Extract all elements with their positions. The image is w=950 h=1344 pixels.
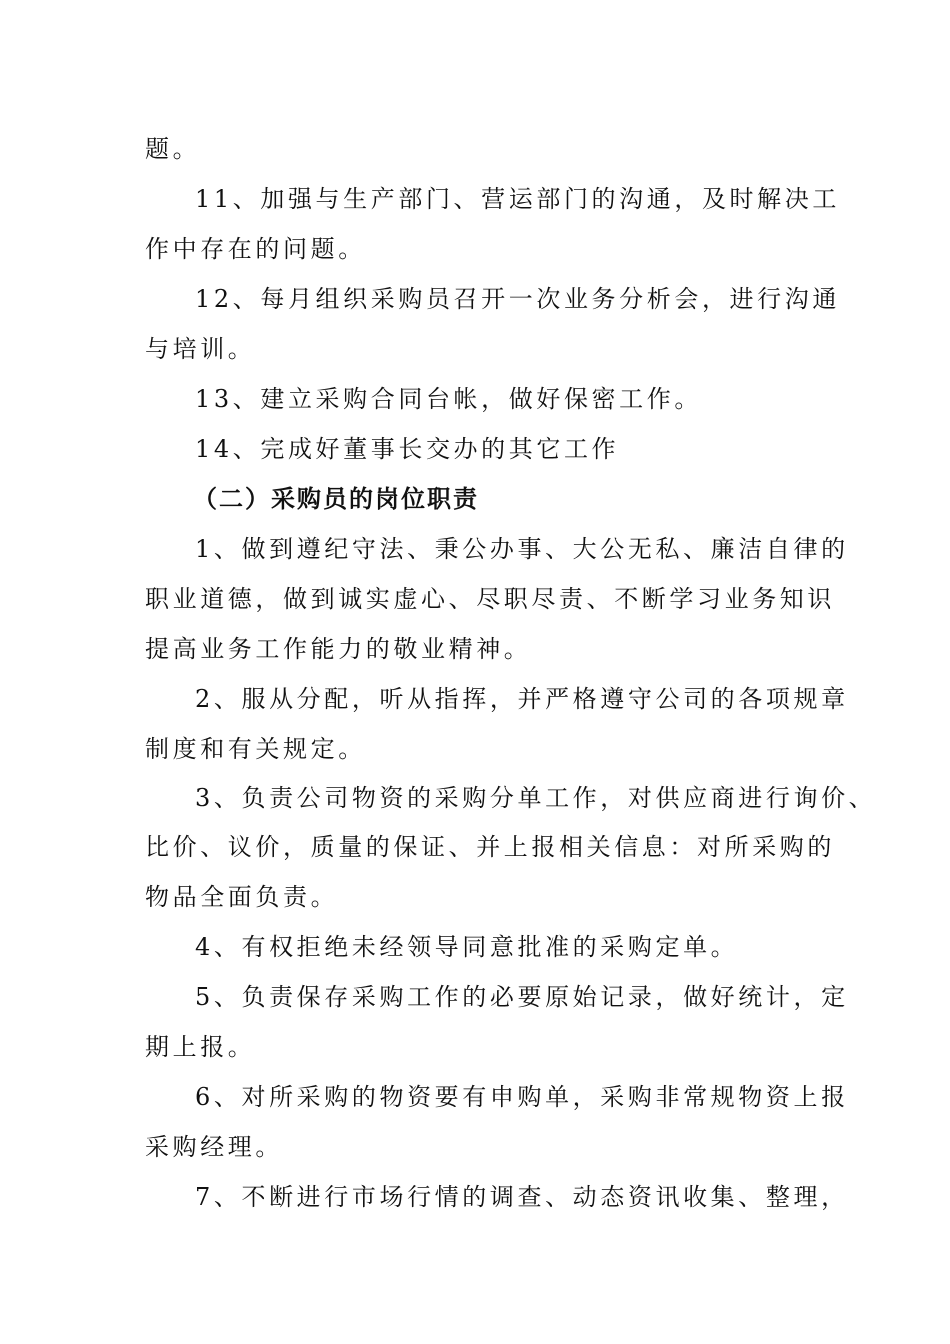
text-line: 6、对所采购的物资要有申购单，采购非常规物资上报 [195,1083,849,1111]
text-line: 2、服从分配，听从指挥，并严格遵守公司的各项规章 [195,685,849,713]
text-line: 1、做到遵纪守法、秉公办事、大公无私、廉洁自律的 [195,535,849,563]
text-line: 职业道德，做到诚实虚心、尽职尽责、不断学习业务知识 [145,585,835,613]
text-line: 提高业务工作能力的敬业精神。 [145,635,532,663]
text-line: 采购经理。 [145,1133,283,1161]
text-line: 作中存在的问题。 [145,235,366,263]
text-line: 制度和有关规定。 [145,735,366,763]
text-line: 7、不断进行市场行情的调查、动态资讯收集、整理， [195,1183,849,1211]
text-line: 题。 [145,135,201,163]
section-heading: （二）采购员的岗位职责 [193,485,479,513]
text-line: 物品全面负责。 [145,883,339,911]
text-line: 11、加强与生产部门、营运部门的沟通，及时解决工 [195,185,840,213]
text-line: 4、有权拒绝未经领导同意批准的采购定单。 [195,933,739,961]
text-line: 比价、议价，质量的保证、并上报相关信息：对所采购的 [145,833,835,861]
text-line: 14、完成好董事长交办的其它工作 [195,435,620,463]
text-line: 与培训。 [145,335,256,363]
text-line: 13、建立采购合同台帐，做好保密工作。 [195,385,702,413]
text-line: 5、负责保存采购工作的必要原始记录，做好统计，定 [195,983,849,1011]
text-line: 12、每月组织采购员召开一次业务分析会，进行沟通 [195,285,840,313]
text-line: 期上报。 [145,1033,256,1061]
text-line: 3、负责公司物资的采购分单工作，对供应商进行询价、 [195,784,877,812]
